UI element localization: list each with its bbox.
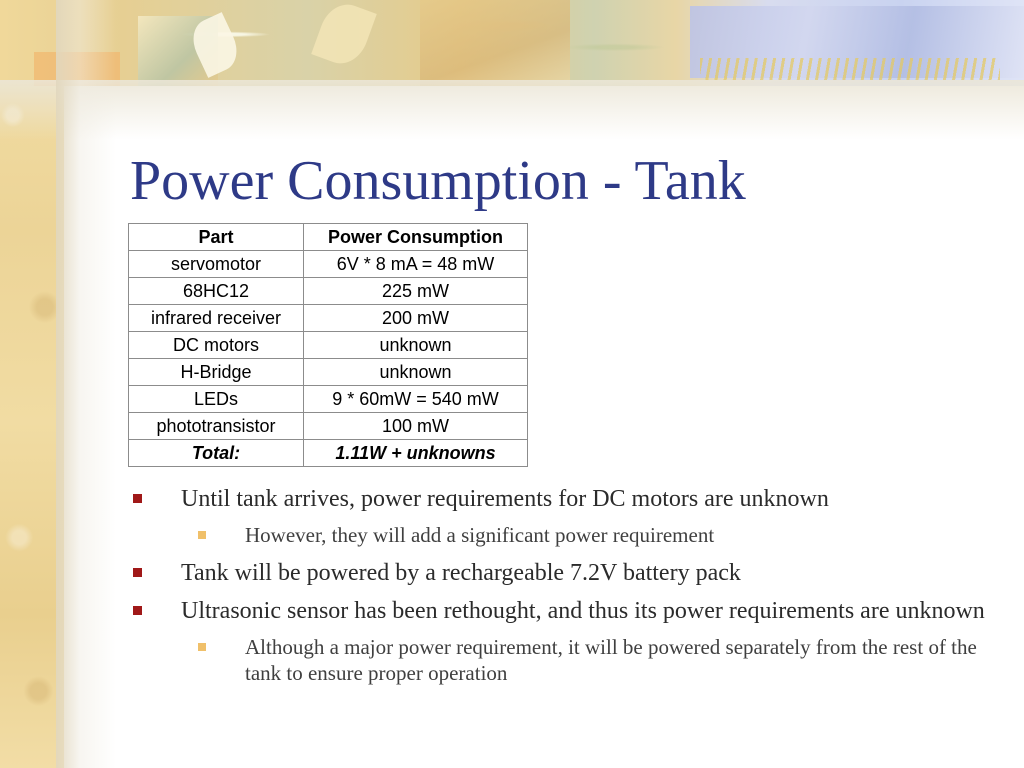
- table-cell-part: 68HC12: [129, 278, 304, 305]
- square-sub-bullet-icon: [198, 643, 206, 651]
- decorative-collage: [420, 0, 570, 86]
- total-value: 1.11W + unknowns: [304, 440, 528, 467]
- table-cell-power: 6V * 8 mA = 48 mW: [304, 251, 528, 278]
- square-sub-bullet-icon: [198, 531, 206, 539]
- table-cell-part: infrared receiver: [129, 305, 304, 332]
- sub-bullet-item: [130, 634, 1000, 686]
- bullet-list: [130, 484, 1000, 686]
- table-cell-part: LEDs: [129, 386, 304, 413]
- sub-bullet-item: [130, 522, 1000, 548]
- bullet-item: [130, 484, 1000, 514]
- table-row: [129, 359, 528, 386]
- table-cell-power: 9 * 60mW = 540 mW: [304, 386, 528, 413]
- sub-bullet-text: Although a major power requirement, it will be powered separately from the rest of the tank to ensure proper operation: [245, 635, 977, 685]
- table-cell-power: unknown: [304, 332, 528, 359]
- total-label: Total:: [129, 440, 304, 467]
- bullet-text: Until tank arrives, power requirements for DC motors are unknown: [181, 486, 829, 512]
- table-cell-power: 225 mW: [304, 278, 528, 305]
- table-row: [129, 386, 528, 413]
- table-row: [129, 332, 528, 359]
- bullet-text: Ultrasonic sensor has been rethought, and thus its power requirements are unknown: [181, 598, 985, 624]
- table-cell-part: DC motors: [129, 332, 304, 359]
- table-cell-power: 200 mW: [304, 305, 528, 332]
- square-bullet-icon: [133, 494, 142, 503]
- table-row: [129, 305, 528, 332]
- table-row: [129, 251, 528, 278]
- bullet-item: [130, 596, 1000, 626]
- decorative-fade: [56, 0, 116, 768]
- table-row: [129, 278, 528, 305]
- table-cell-power: 100 mW: [304, 413, 528, 440]
- sub-bullet-text: However, they will add a significant power requirement: [245, 523, 715, 547]
- bullet-item: [130, 558, 1000, 588]
- table-cell-part: servomotor: [129, 251, 304, 278]
- table-row: [129, 413, 528, 440]
- column-header-power: Power Consumption: [304, 224, 528, 251]
- table-cell-part: phototransistor: [129, 413, 304, 440]
- table-cell-part: H-Bridge: [129, 359, 304, 386]
- column-header-part: Part: [129, 224, 304, 251]
- table-total-row: [129, 440, 528, 467]
- square-bullet-icon: [133, 606, 142, 615]
- table-cell-power: unknown: [304, 359, 528, 386]
- table-header-row: [129, 224, 528, 251]
- square-bullet-icon: [133, 568, 142, 577]
- slide-title: Power Consumption - Tank: [130, 150, 746, 212]
- decorative-grass: [700, 58, 1000, 80]
- decorative-fade: [0, 80, 1024, 140]
- power-table: [128, 223, 528, 467]
- bullet-text: Tank will be powered by a rechargeable 7.2V battery pack: [181, 560, 741, 586]
